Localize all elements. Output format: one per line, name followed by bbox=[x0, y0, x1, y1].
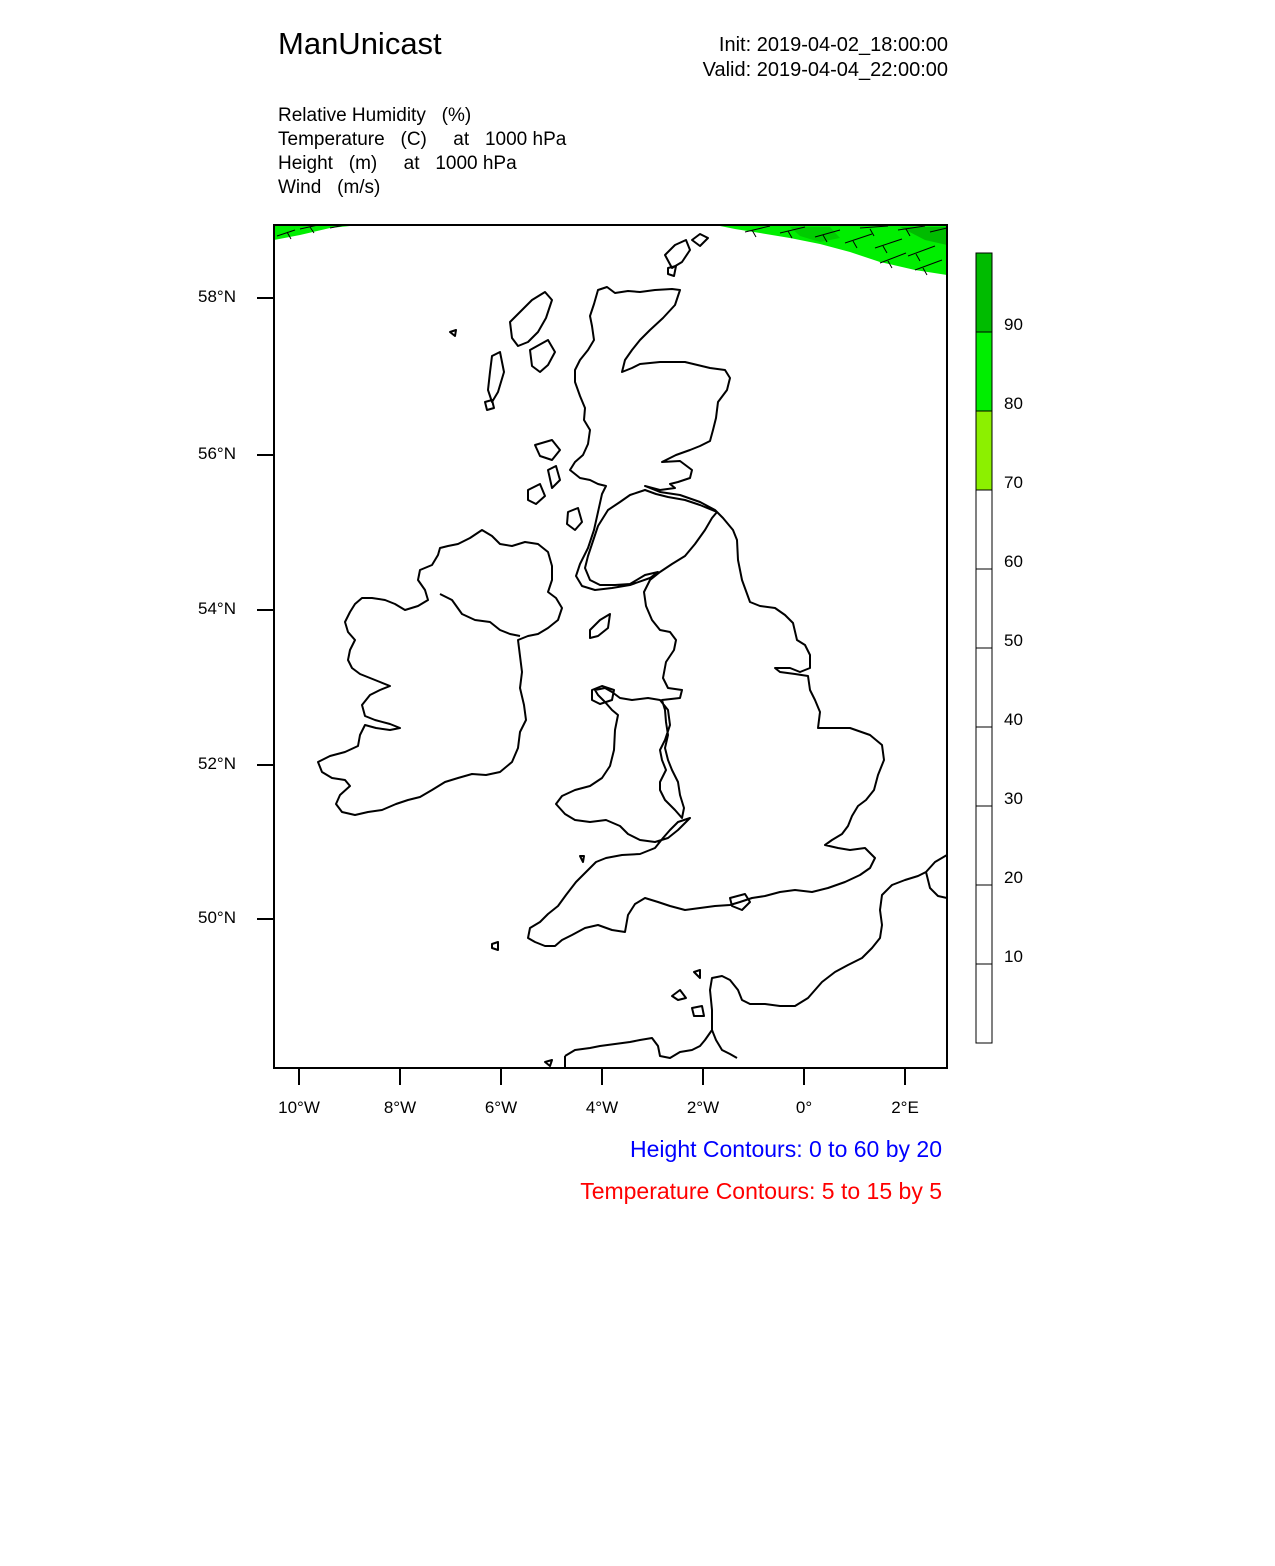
field-temperature: Temperature (C) at 1000 hPa bbox=[278, 129, 567, 150]
lon-ticks bbox=[299, 1068, 905, 1085]
lon-label-2w: 2°W bbox=[686, 1098, 720, 1117]
colorbar-label-70: 70 bbox=[1004, 473, 1023, 492]
island-mull bbox=[535, 440, 560, 460]
colorbar-box bbox=[976, 490, 992, 569]
colorbar-box bbox=[976, 806, 992, 885]
france-coast bbox=[565, 855, 947, 1058]
colorbar bbox=[976, 253, 992, 1043]
france-coast-east bbox=[926, 872, 947, 898]
colorbar-label-30: 30 bbox=[1004, 789, 1023, 808]
field-relative-humidity: Relative Humidity (%) bbox=[278, 105, 472, 126]
lat-label-50n: 50°N bbox=[198, 908, 236, 927]
island-uist bbox=[488, 352, 504, 402]
lon-label-8w: 8°W bbox=[383, 1098, 417, 1117]
map-frame bbox=[274, 225, 947, 1068]
lon-label-6w: 6°W bbox=[484, 1098, 518, 1117]
ireland-coast bbox=[318, 530, 562, 815]
island-islay bbox=[528, 484, 545, 504]
lat-label-52n: 52°N bbox=[198, 754, 236, 773]
lon-label-2e: 2°E bbox=[891, 1098, 919, 1117]
island-jura bbox=[548, 466, 560, 488]
field-wind: Wind (m/s) bbox=[278, 177, 381, 198]
colorbar-label-80: 80 bbox=[1004, 394, 1023, 413]
colorbar-box bbox=[976, 885, 992, 964]
colorbar-box bbox=[976, 964, 992, 1043]
colorbar-box bbox=[976, 253, 992, 332]
lat-label-54n: 54°N bbox=[198, 599, 236, 618]
colorbar-label-40: 40 bbox=[1004, 710, 1023, 729]
lat-label-56n: 56°N bbox=[198, 444, 236, 463]
temperature-contours-note: Temperature Contours: 5 to 15 by 5 bbox=[580, 1178, 942, 1204]
lon-label-10w: 10°W bbox=[278, 1098, 320, 1117]
ireland-loughs bbox=[440, 594, 520, 636]
colorbar-label-10: 10 bbox=[1004, 947, 1023, 966]
island-lewis bbox=[510, 292, 552, 346]
colorbar-box bbox=[976, 727, 992, 806]
init-time: Init: 2019-04-02_18:00:00 bbox=[718, 34, 948, 56]
map-title: ManUnicast bbox=[278, 26, 442, 61]
island-barra bbox=[485, 400, 494, 410]
field-height: Height (m) at 1000 hPa bbox=[278, 153, 517, 174]
channel-islands bbox=[672, 970, 704, 1016]
map-content bbox=[274, 224, 947, 1068]
lon-label-4w: 4°W bbox=[585, 1098, 619, 1117]
height-contours-note: Height Contours: 0 to 60 by 20 bbox=[630, 1136, 942, 1162]
cherbourg bbox=[712, 1030, 737, 1058]
colorbar-label-50: 50 bbox=[1004, 631, 1023, 650]
brittany-tip bbox=[545, 1060, 552, 1066]
lon-label-0: 0° bbox=[795, 1098, 813, 1117]
colorbar-box bbox=[976, 332, 992, 411]
island-skye bbox=[530, 340, 555, 372]
lat-label-58n: 58°N bbox=[198, 287, 236, 306]
island-man bbox=[590, 614, 610, 638]
island-arran bbox=[567, 508, 582, 530]
colorbar-box bbox=[976, 411, 992, 490]
lat-ticks bbox=[257, 298, 274, 919]
island-lundy bbox=[580, 856, 584, 862]
colorbar-label-20: 20 bbox=[1004, 868, 1023, 887]
colorbar-label-90: 90 bbox=[1004, 315, 1023, 334]
island-st-kilda bbox=[450, 330, 456, 336]
island-shetland-south bbox=[668, 266, 676, 276]
colorbar-box bbox=[976, 648, 992, 727]
island-orkney bbox=[665, 240, 690, 268]
great-britain-coast bbox=[528, 287, 884, 946]
island-orkney-2 bbox=[692, 234, 708, 246]
island-scilly bbox=[492, 942, 498, 950]
coastlines bbox=[318, 234, 947, 1068]
colorbar-box bbox=[976, 569, 992, 648]
valid-time: Valid: 2019-04-04_22:00:00 bbox=[702, 59, 948, 81]
colorbar-label-60: 60 bbox=[1004, 552, 1023, 571]
